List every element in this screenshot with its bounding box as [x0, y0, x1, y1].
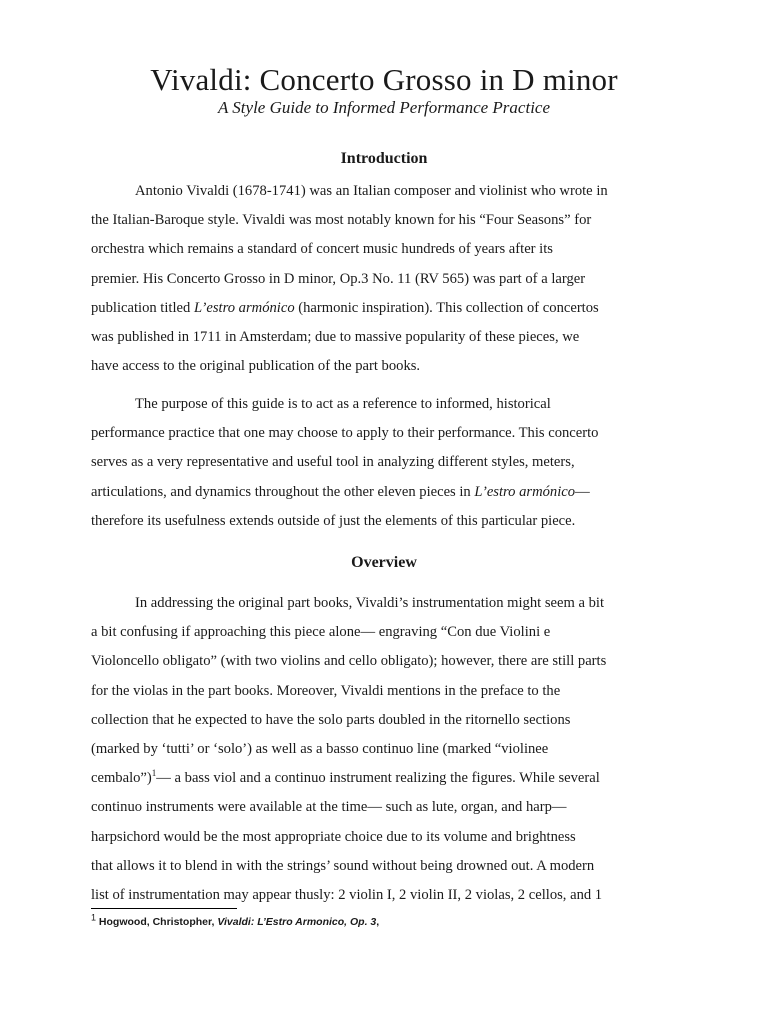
text-line: serves as a very representative and useful tool in analyzing different styles, meters,	[91, 454, 575, 471]
text-line: continuo instruments were available at the time— such as lute, organ, and harp—	[91, 799, 567, 816]
footnote-divider	[91, 908, 237, 909]
footnote-number: 1	[91, 912, 97, 923]
text-line: The purpose of this guide is to act as a reference to informed, historical	[135, 396, 551, 412]
text-line: the Italian-Baroque style. Vivaldi was most notably known for his “Four Seasons” for	[91, 212, 592, 229]
work-title-italic: L’estro armónico	[474, 483, 576, 500]
text-span: publication titled	[91, 299, 194, 316]
introduction-paragraph-1	[91, 177, 681, 381]
introduction-paragraph-2	[91, 390, 681, 536]
document-subtitle: A Style Guide to Informed Performance Practice	[217, 98, 551, 117]
text-line: collection that he expected to have the solo parts doubled in the ritornello sections	[91, 711, 571, 728]
text-span: — a bass viol and a continuo instrument realizing the figures. While several	[156, 770, 600, 787]
text-line: was published in 1711 in Amsterdam; due to massive popularity of these pieces, we	[91, 329, 580, 346]
text-line: list of instrumentation may appear thusly: 2 violin I, 2 violin II, 2 violas, 2 cellos, and 1	[91, 887, 603, 904]
text-line: therefore its usefulness extends outside of just the elements of this particular piece.	[91, 512, 576, 529]
text-line: harpsichord would be the most appropriate choice due to its volume and brightness	[91, 828, 576, 845]
text-line: premier. His Concerto Grosso in D minor, Op.3 No. 11 (RV 565) was part of a larger	[91, 270, 586, 287]
footnote-work-title: Vivaldi: L’Estro Armonico, Op. 3	[217, 916, 377, 928]
text-span: articulations, and dynamics throughout the other eleven pieces in	[91, 483, 475, 500]
text-line: for the violas in the part books. Moreover, Vivaldi mentions in the preface to the	[91, 682, 561, 699]
introduction-heading: Introduction	[340, 150, 428, 167]
text-span: cembalo”)	[91, 770, 152, 787]
text-line: performance practice that one may choose to apply to their performance. This concerto	[91, 425, 599, 442]
text-span: —	[575, 483, 590, 500]
text-line	[91, 764, 681, 793]
text-line: (marked by ‘tutti’ or ‘solo’) as well as a basso continuo line (marked “violinee	[91, 741, 549, 758]
text-line: Antonio Vivaldi (1678-1741) was an Italian composer and violinist who wrote in	[135, 183, 608, 199]
footnote-tail: ,	[376, 916, 380, 928]
text-line	[91, 294, 681, 323]
text-line: orchestra which remains a standard of concert music hundreds of years after its	[91, 241, 553, 258]
text-span: (harmonic inspiration). This collection of concertos	[294, 299, 599, 316]
document-title: Vivaldi: Concerto Grosso in D minor	[150, 62, 618, 97]
overview-paragraph-1	[91, 589, 681, 910]
text-line: have access to the original publication of the part books.	[91, 358, 421, 375]
text-line: a bit confusing if approaching this piece alone— engraving “Con due Violini e	[91, 624, 551, 641]
footnote	[91, 912, 691, 929]
overview-heading: Overview	[351, 554, 417, 571]
footnote-reference: 1	[151, 768, 157, 779]
text-line: In addressing the original part books, Vivaldi’s instrumentation might seem a bit	[135, 595, 605, 611]
work-title-italic: L’estro armónico	[193, 299, 295, 316]
text-line: that allows it to blend in with the strings’ sound without being drowned out. A modern	[91, 857, 595, 874]
text-line: Violoncello obligato” (with two violins and cello obligato); however, there are still parts	[91, 653, 607, 670]
footnote-author: Hogwood, Christopher,	[96, 916, 218, 928]
text-line	[91, 478, 681, 507]
